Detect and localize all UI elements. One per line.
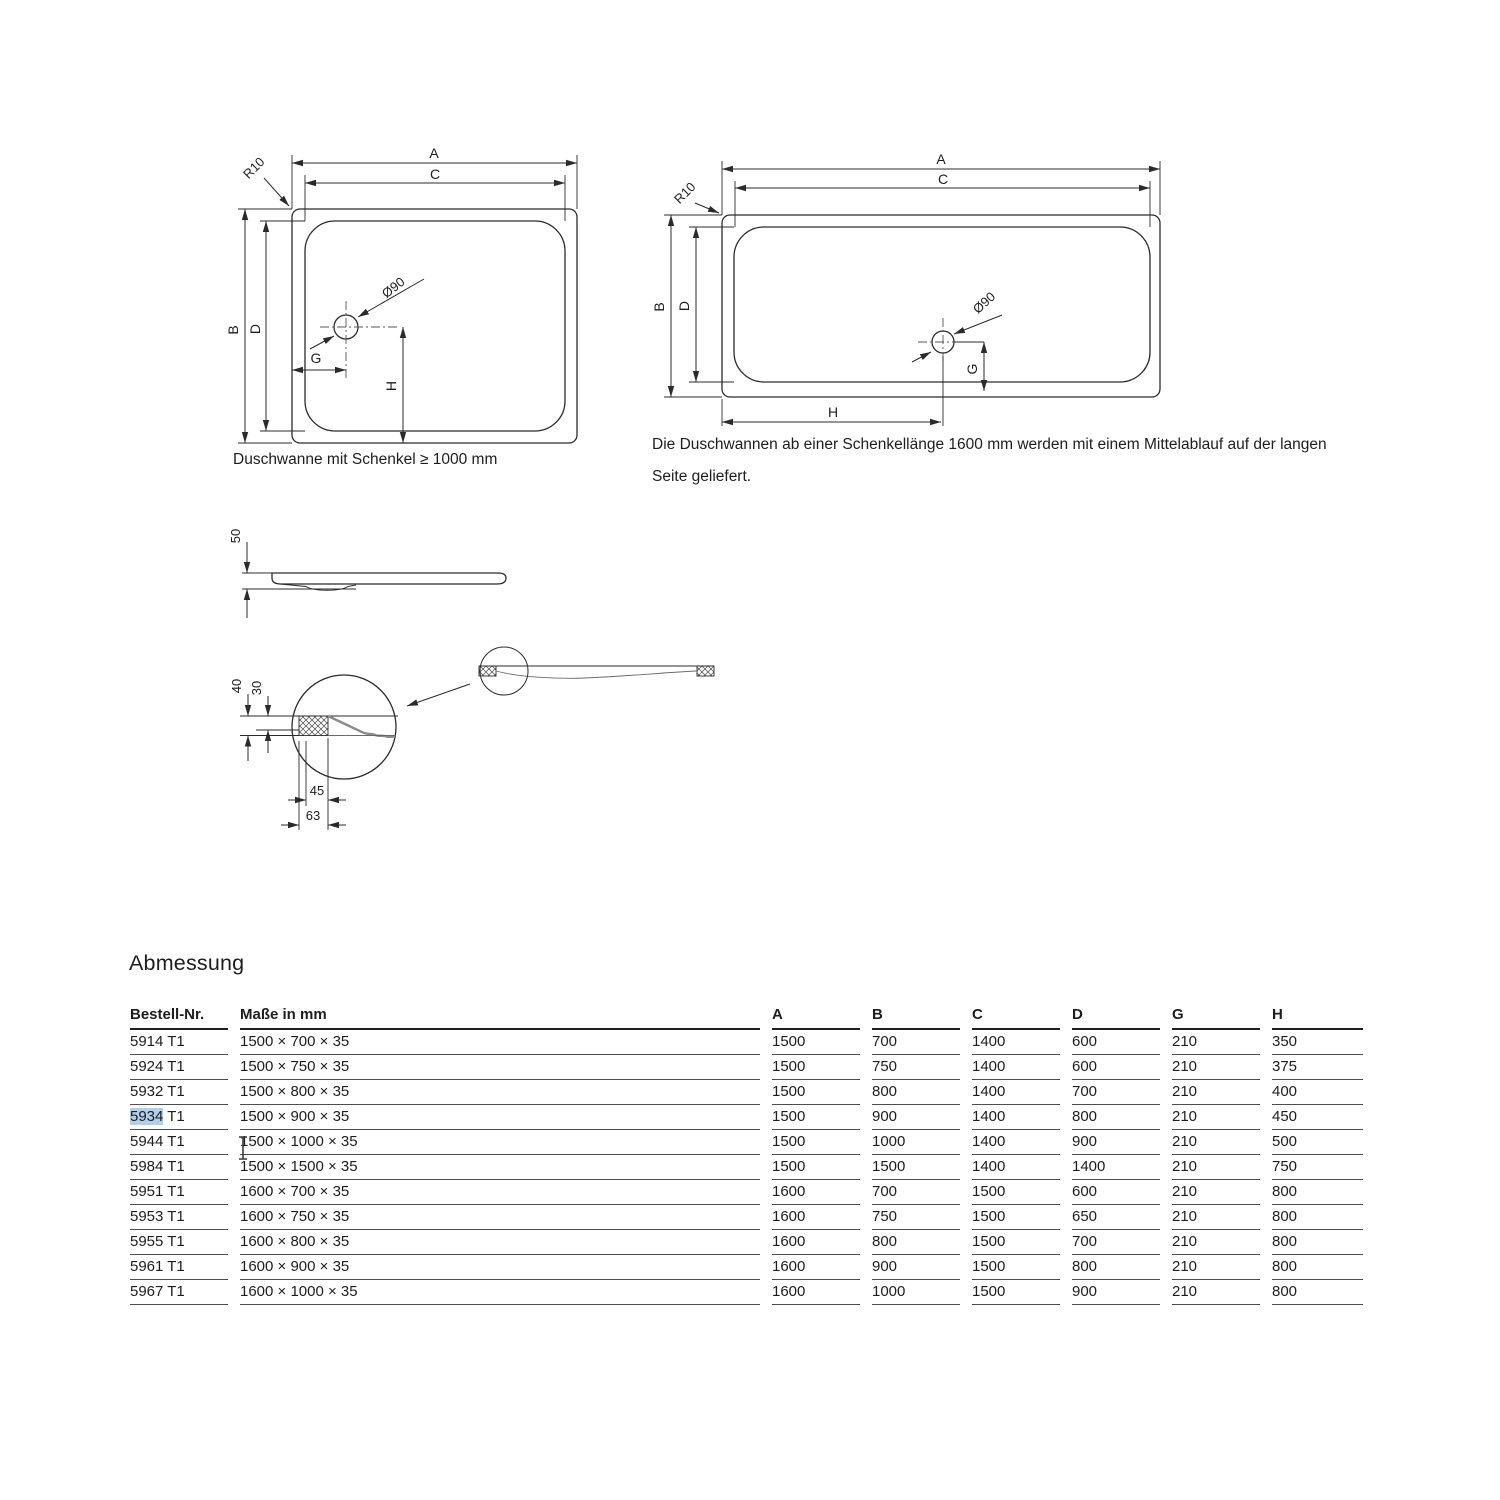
dim-label-d: D — [247, 323, 263, 335]
cell-h: 350 — [1272, 1030, 1363, 1055]
cell-b: 1000 — [872, 1280, 960, 1305]
right-caption-line2: Seite geliefert. — [652, 468, 752, 485]
cell-c: 1500 — [972, 1205, 1060, 1230]
cell-b: 700 — [872, 1030, 960, 1055]
cell-d: 900 — [1072, 1280, 1160, 1305]
dim-label-g: G — [310, 350, 322, 366]
dim-label-c: C — [429, 166, 441, 182]
cell-bestell-nr: 5924 T1 — [130, 1055, 228, 1080]
cell-d: 600 — [1072, 1055, 1160, 1080]
cell-masse: 1500 × 1500 × 35 — [240, 1155, 760, 1180]
tray-floor-edge — [305, 221, 565, 431]
dim-label-30: 30 — [249, 680, 264, 696]
text-cursor — [236, 1135, 250, 1161]
tray-outer-edge — [722, 215, 1160, 397]
tray-side-profile — [272, 573, 506, 584]
cell-g: 210 — [1172, 1105, 1260, 1130]
cell-bestell-nr: 5953 T1 — [130, 1205, 228, 1230]
cell-a: 1500 — [772, 1055, 860, 1080]
cell-h: 400 — [1272, 1080, 1363, 1105]
cell-a: 1600 — [772, 1280, 860, 1305]
cell-bestell-nr: 5955 T1 — [130, 1230, 228, 1255]
cell-b: 750 — [872, 1055, 960, 1080]
cell-g: 210 — [1172, 1080, 1260, 1105]
table-row — [130, 1130, 1363, 1155]
cell-b: 800 — [872, 1230, 960, 1255]
cell-g: 210 — [1172, 1180, 1260, 1205]
cell-c: 1400 — [972, 1130, 1060, 1155]
cell-g: 210 — [1172, 1030, 1260, 1055]
cell-c: 1500 — [972, 1230, 1060, 1255]
dim-label-a: A — [936, 151, 946, 167]
cell-a: 1500 — [772, 1130, 860, 1155]
dim-label-g: G — [964, 363, 980, 375]
dim-label-h: H — [383, 380, 399, 392]
cell-h: 450 — [1272, 1105, 1363, 1130]
cell-h: 800 — [1272, 1230, 1363, 1255]
cell-bestell-nr: 5951 T1 — [130, 1180, 228, 1205]
dim-label-63: 63 — [305, 808, 321, 823]
cell-a: 1600 — [772, 1255, 860, 1280]
cell-b: 1000 — [872, 1130, 960, 1155]
cell-a: 1600 — [772, 1230, 860, 1255]
header-masse: Maße in mm — [240, 999, 760, 1030]
cell-b: 900 — [872, 1255, 960, 1280]
section-title: Abmessung — [129, 951, 245, 975]
drain-diameter-label: Ø90 — [378, 273, 408, 301]
header-h: H — [1272, 999, 1363, 1030]
cell-c: 1400 — [972, 1155, 1060, 1180]
cell-c: 1400 — [972, 1105, 1060, 1130]
right-diagram-caption — [652, 436, 1332, 500]
cell-d: 1400 — [1072, 1155, 1160, 1180]
cell-c: 1500 — [972, 1280, 1060, 1305]
right-caption-line1: Die Duschwannen ab einer Schenkellänge 1600 mm werden mit einem Mittelablauf auf der langen — [652, 436, 1327, 453]
cell-b: 900 — [872, 1105, 960, 1130]
dim-label-40: 40 — [229, 678, 244, 694]
cell-d: 700 — [1072, 1230, 1160, 1255]
cell-masse: 1500 × 700 × 35 — [240, 1030, 760, 1055]
cell-d: 800 — [1072, 1255, 1160, 1280]
table-row — [130, 1155, 1363, 1180]
table-row — [130, 1080, 1363, 1105]
tray-outer-edge — [292, 209, 577, 443]
table-row — [130, 1030, 1363, 1055]
top-view-long-tray-diagram — [651, 151, 1160, 426]
cell-h: 800 — [1272, 1280, 1363, 1305]
cell-masse: 1500 × 900 × 35 — [240, 1105, 760, 1130]
cell-h: 375 — [1272, 1055, 1363, 1080]
cell-c: 1400 — [972, 1080, 1060, 1105]
cell-h: 500 — [1272, 1130, 1363, 1155]
dim-label-b: B — [651, 302, 667, 312]
cell-bestell-nr: 5967 T1 — [130, 1280, 228, 1305]
cell-a: 1500 — [772, 1030, 860, 1055]
cell-masse: 1600 × 700 × 35 — [240, 1180, 760, 1205]
cell-h: 800 — [1272, 1205, 1363, 1230]
tray-floor-edge — [734, 227, 1150, 382]
cell-masse: 1500 × 750 × 35 — [240, 1055, 760, 1080]
cell-b: 1500 — [872, 1155, 960, 1180]
cell-bestell-nr: 5934 T1 — [130, 1105, 228, 1130]
cell-bestell-nr: 5914 T1 — [130, 1030, 228, 1055]
rim-cross-section — [299, 716, 328, 736]
header-d: D — [1072, 999, 1160, 1030]
cell-g: 210 — [1172, 1255, 1260, 1280]
cell-g: 210 — [1172, 1205, 1260, 1230]
table-row — [130, 1205, 1363, 1230]
header-c: C — [972, 999, 1060, 1030]
cell-g: 210 — [1172, 1130, 1260, 1155]
cell-bestell-nr: 5984 T1 — [130, 1155, 228, 1180]
cell-a: 1600 — [772, 1180, 860, 1205]
table-row — [130, 1180, 1363, 1205]
cell-c: 1400 — [972, 1055, 1060, 1080]
cell-h: 800 — [1272, 1180, 1363, 1205]
header-bestell-nr: Bestell-Nr. — [130, 999, 228, 1030]
dim-label-b: B — [225, 325, 241, 335]
table-row — [130, 1280, 1363, 1305]
cell-g: 210 — [1172, 1155, 1260, 1180]
cell-b: 750 — [872, 1205, 960, 1230]
selected-text: 5934 — [130, 1108, 164, 1125]
table-row — [130, 1055, 1363, 1080]
dim-label-d: D — [676, 300, 692, 312]
dim-label-50: 50 — [228, 528, 243, 544]
cell-d: 700 — [1072, 1080, 1160, 1105]
cell-a: 1500 — [772, 1080, 860, 1105]
cell-a: 1600 — [772, 1205, 860, 1230]
header-g: G — [1172, 999, 1260, 1030]
header-a: A — [772, 999, 860, 1030]
cell-h: 800 — [1272, 1255, 1363, 1280]
cell-masse: 1600 × 900 × 35 — [240, 1255, 760, 1280]
cell-b: 800 — [872, 1080, 960, 1105]
cell-masse: 1500 × 1000 × 35 — [240, 1130, 760, 1155]
cell-masse: 1600 × 1000 × 35 — [240, 1280, 760, 1305]
radius-label: R10 — [240, 154, 268, 182]
radius-label: R10 — [671, 179, 699, 207]
cell-masse: 1600 × 750 × 35 — [240, 1205, 760, 1230]
cell-c: 1400 — [972, 1030, 1060, 1055]
side-profile-diagram — [228, 529, 714, 830]
dim-label-a: A — [429, 145, 439, 161]
cell-bestell-nr: 5932 T1 — [130, 1080, 228, 1105]
table-row — [130, 1255, 1363, 1280]
cell-d: 800 — [1072, 1105, 1160, 1130]
cell-c: 1500 — [972, 1255, 1060, 1280]
cell-d: 600 — [1072, 1030, 1160, 1055]
cell-a: 1500 — [772, 1155, 860, 1180]
cell-g: 210 — [1172, 1055, 1260, 1080]
table-header-row — [130, 999, 1363, 1030]
cell-a: 1500 — [772, 1105, 860, 1130]
dim-label-c: C — [937, 171, 949, 187]
drain-diameter-label: Ø90 — [969, 288, 999, 317]
table-row — [130, 1105, 1363, 1130]
cell-masse: 1500 × 800 × 35 — [240, 1080, 760, 1105]
cell-bestell-nr: 5944 T1 — [130, 1130, 228, 1155]
cell-d: 600 — [1072, 1180, 1160, 1205]
cell-g: 210 — [1172, 1280, 1260, 1305]
cell-g: 210 — [1172, 1230, 1260, 1255]
cell-c: 1500 — [972, 1180, 1060, 1205]
dim-label-h: H — [827, 404, 839, 420]
cell-d: 900 — [1072, 1130, 1160, 1155]
header-b: B — [872, 999, 960, 1030]
cell-h: 750 — [1272, 1155, 1363, 1180]
top-view-square-tray-diagram — [225, 145, 577, 443]
left-diagram-caption: Duschwanne mit Schenkel ≥ 1000 mm — [233, 451, 498, 468]
cell-masse: 1600 × 800 × 35 — [240, 1230, 760, 1255]
cell-bestell-nr: 5961 T1 — [130, 1255, 228, 1280]
table-row — [130, 1230, 1363, 1255]
cell-b: 700 — [872, 1180, 960, 1205]
dim-label-45: 45 — [309, 783, 325, 798]
dimensions-table — [118, 999, 1375, 1305]
cell-d: 650 — [1072, 1205, 1160, 1230]
